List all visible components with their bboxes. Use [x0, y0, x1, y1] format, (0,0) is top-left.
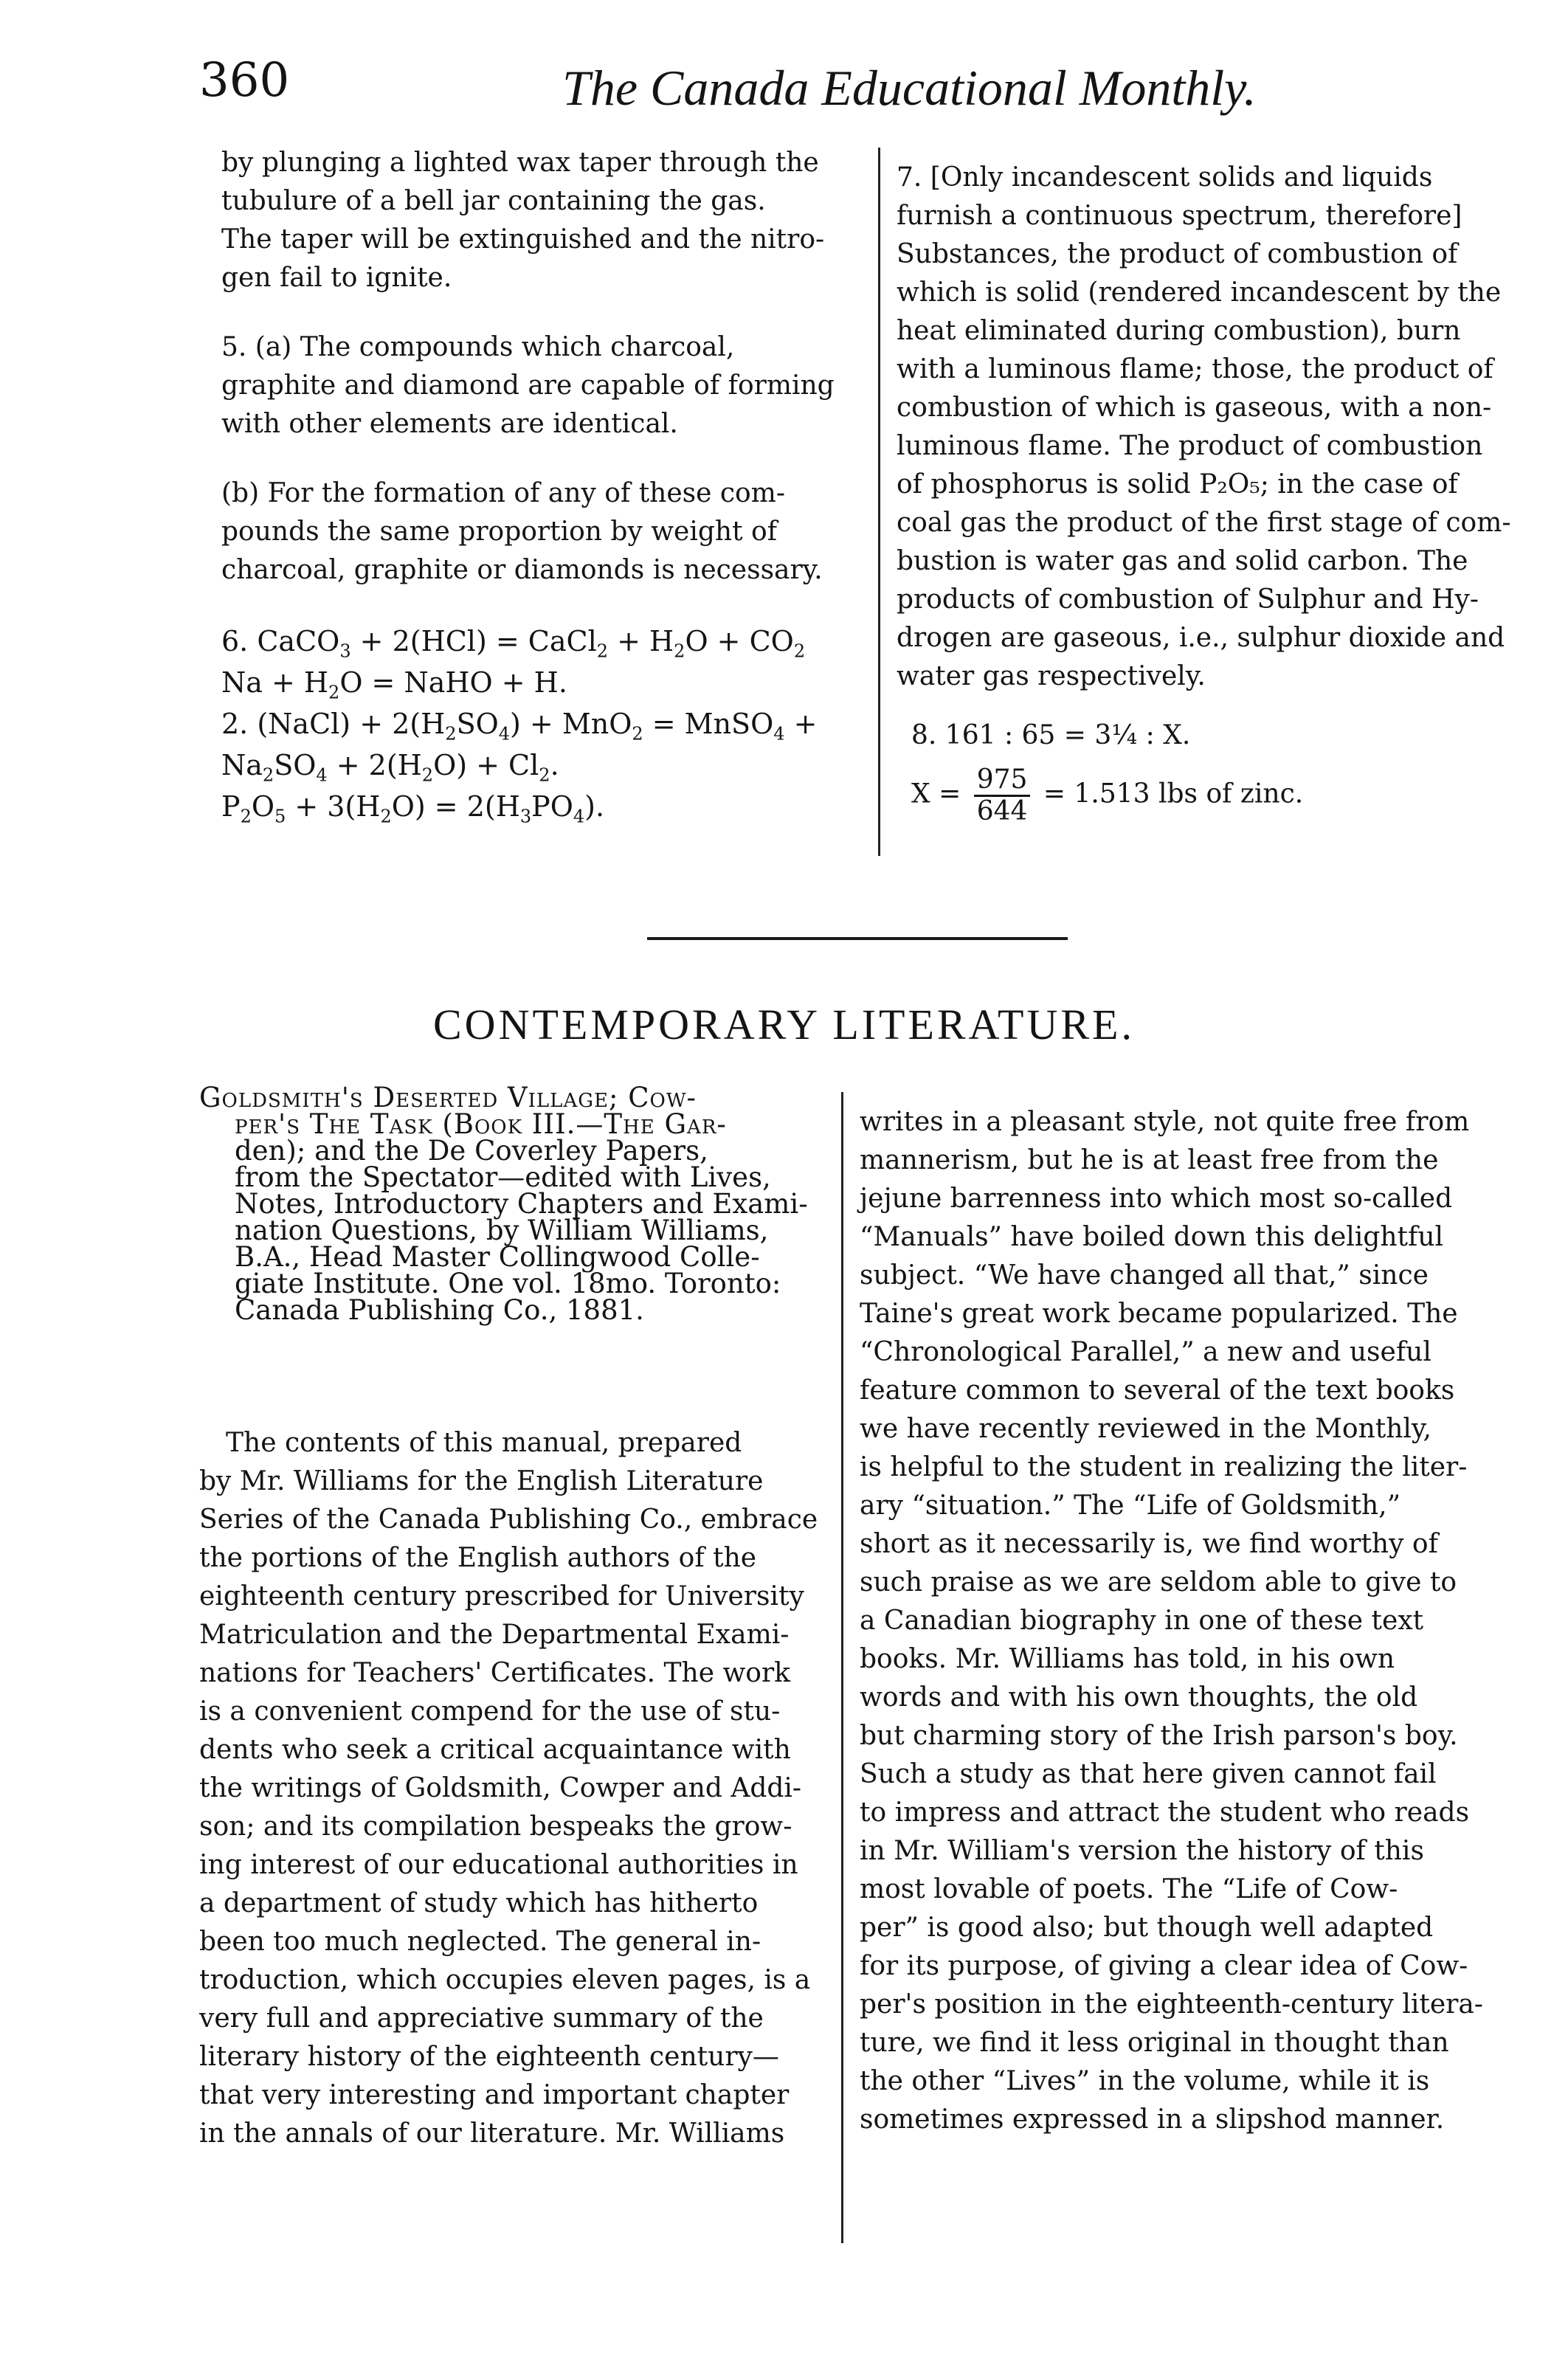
- text-line: heat eliminated during combustion), burn: [897, 316, 1461, 346]
- equation-6b: $Na + H_2O$ = NaHO + H.: [221, 666, 567, 703]
- text-line: 7. [Only incandescent solids and liquids: [897, 162, 1433, 193]
- equation-6a: 6. CaCO$_3$ + 2(HCl) = CaCl$_2$ + $H_2O + CO_2$: [221, 625, 806, 662]
- text-line: Taine's great work became popularized. The: [860, 1299, 1458, 1329]
- text-line: literary history of the eighteenth century—: [199, 2042, 779, 2072]
- text-line: drogen are gaseous, i.e., sulphur dioxide and: [897, 623, 1505, 653]
- text-line: per's position in the eighteenth-century litera-: [860, 1989, 1483, 2020]
- text-line: for its purpose, of giving a clear idea of Cow-: [860, 1951, 1468, 1981]
- text-line: per's The Task (Book III.—The Gar-: [235, 1108, 727, 1140]
- text-line: mannerism, but he is at least free from the: [860, 1145, 1439, 1175]
- text-line: Goldsmith's Deserted Village; Cow-: [199, 1082, 697, 1113]
- text-line: per” is good also; but though well adapted: [860, 1913, 1434, 1943]
- text-line: sometimes expressed in a slipshod manner.: [860, 2104, 1445, 2135]
- text-line: that very interesting and important chapter: [199, 2080, 790, 2110]
- text-line: short as it necessarily is, we find worthy of: [860, 1529, 1438, 1559]
- fraction-numerator: 975: [974, 765, 1031, 797]
- text-line: (b) For the formation of any of these com-: [221, 478, 786, 508]
- text-line: jejune barrenness into which most so-called: [860, 1184, 1453, 1214]
- text-line: Such a study as that here given cannot fail: [860, 1759, 1437, 1789]
- text-line: the writings of Goldsmith, Cowper and Addi-: [199, 1773, 802, 1803]
- paragraph-answer-7: [897, 159, 1546, 696]
- text-line: feature common to several of the text books: [860, 1375, 1455, 1406]
- column-divider-top: [878, 148, 880, 856]
- text-line: ing interest of our educational authorities in: [199, 1850, 798, 1880]
- text-line: The contents of this manual, prepared: [226, 1428, 742, 1458]
- text-line: subject. “We have changed all that,” since: [860, 1260, 1429, 1291]
- section-title: CONTEMPORARY LITERATURE.: [433, 1001, 1135, 1049]
- text-line: eighteenth century prescribed for University: [199, 1581, 804, 1612]
- equation-2a: 2. (NaCl) + $2(H_2SO_4) + MnO_2$ = MnSO$_4$ +: [221, 708, 818, 745]
- text-line: nations for Teachers' Certificates. The work: [199, 1658, 790, 1688]
- text-line: of phosphorus is solid P₂O₅; in the case of: [897, 469, 1458, 500]
- text-line: such praise as we are seldom able to give to: [860, 1567, 1457, 1597]
- column-divider-bottom: [841, 1092, 843, 2243]
- text-line: giate Institute. One vol. 18mo. Toronto:: [235, 1268, 781, 1299]
- text-line: tubulure of a bell jar containing the gas.: [221, 186, 766, 216]
- text-line: words and with his own thoughts, the old: [860, 1682, 1418, 1713]
- text-line: is a convenient compend for the use of stu-: [199, 1696, 781, 1727]
- equation-p2o5: $P_2O_5 + 3(H_2O) = 2(H_3PO_4)$.: [221, 790, 605, 827]
- text-line: combustion of which is gaseous, with a non-: [897, 393, 1492, 423]
- text-line: with a luminous flame; those, the product of: [897, 354, 1493, 384]
- text-line: water gas respectively.: [897, 661, 1206, 691]
- text-line: son; and its compilation bespeaks the grow-: [199, 1811, 792, 1842]
- text-line: in Mr. William's version the history of this: [860, 1836, 1424, 1866]
- text-line: Canada Publishing Co., 1881.: [235, 1294, 644, 1326]
- fraction: [974, 765, 1031, 826]
- text-line: Matriculation and the Departmental Exami-: [199, 1620, 790, 1650]
- text-line: coal gas the product of the first stage of com-: [897, 508, 1511, 538]
- text-line: products of combustion of Sulphur and Hy-: [897, 584, 1479, 615]
- text-line: charcoal, graphite or diamonds is necessary.: [221, 555, 823, 585]
- text-line: 5. (a) The compounds which charcoal,: [221, 332, 735, 362]
- text-line: ary “situation.” The “Life of Goldsmith,”: [860, 1491, 1401, 1521]
- text-line: a department of study which has hitherto: [199, 1888, 759, 1918]
- text-line: “Chronological Parallel,” a new and useful: [860, 1337, 1431, 1367]
- paragraph-answer-5b: [221, 474, 871, 590]
- x-label: X =: [911, 778, 961, 809]
- answer-8-solution: [897, 765, 1546, 826]
- text-line: ture, we find it less original in thought than: [860, 2028, 1449, 2058]
- text-line: we have recently reviewed in the Monthly,: [860, 1414, 1431, 1444]
- running-title: The Canada Educational Monthly.: [562, 60, 1257, 116]
- text-line: very full and appreciative summary of the: [199, 2003, 764, 2034]
- text-line: gen fail to ignite.: [221, 263, 452, 293]
- text-line: by Mr. Williams for the English Literature: [199, 1466, 764, 1496]
- text-line: The taper will be extinguished and the nitro-: [221, 224, 825, 255]
- text-line: been too much neglected. The general in-: [199, 1927, 761, 1957]
- text-line: graphite and diamond are capable of forming: [221, 370, 835, 401]
- text-line: Substances, the product of combustion of: [897, 239, 1458, 269]
- page-number: 360: [199, 53, 290, 108]
- right-top-column: [897, 159, 1546, 826]
- text-line: but charming story of the Irish parson's boy.: [860, 1721, 1458, 1751]
- text-line: in the annals of our literature. Mr. Williams: [199, 2118, 785, 2149]
- chemical-equations: [221, 621, 871, 827]
- text-line: the other “Lives” in the volume, while it is: [860, 2066, 1430, 2096]
- text-line: from the Spectator—edited with Lives,: [235, 1161, 771, 1193]
- text-line: is helpful to the student in realizing the liter-: [860, 1452, 1468, 1482]
- review-left-column: [199, 1424, 860, 2153]
- text-line: the portions of the English authors of the: [199, 1543, 757, 1573]
- text-line: troduction, which occupies eleven pages, is a: [199, 1965, 811, 1995]
- equation-2b: $Na_2SO_4 + 2(H_2O) + Cl_2$.: [221, 749, 559, 786]
- text-line: Notes, Introductory Chapters and Exami-: [235, 1188, 808, 1220]
- text-line: writes in a pleasant style, not quite free from: [860, 1107, 1470, 1137]
- text-line: by plunging a lighted wax taper through the: [221, 148, 819, 178]
- text-line: den); and the De Coverley Papers,: [235, 1135, 708, 1167]
- text-line: which is solid (rendered incandescent by the: [897, 277, 1502, 308]
- text-line: books. Mr. Williams has told, in his own: [860, 1644, 1395, 1674]
- text-line: B.A., Head Master Collingwood Colle-: [235, 1241, 760, 1273]
- text-line: nation Questions, by William Williams,: [235, 1215, 769, 1246]
- text-line: Series of the Canada Publishing Co., embrace: [199, 1505, 818, 1535]
- left-top-column: [221, 144, 871, 827]
- text-line: a Canadian biography in one of these text: [860, 1606, 1424, 1636]
- text-line: furnish a continuous spectrum, therefore]: [897, 201, 1462, 231]
- text-line: dents who seek a critical acquaintance with: [199, 1735, 791, 1765]
- text-line: pounds the same proportion by weight of: [221, 517, 778, 547]
- book-heading: [199, 1082, 856, 1326]
- section-separator: [647, 937, 1068, 940]
- text-line: with other elements are identical.: [221, 409, 678, 439]
- text-line: most lovable of poets. The “Life of Cow-: [860, 1874, 1398, 1904]
- answer-8: 8. 161 : 65 = 3¼ : X.: [911, 720, 1191, 750]
- x-result: = 1.513 lbs of zinc.: [1043, 778, 1304, 809]
- paragraph-answer-5a: [221, 328, 871, 443]
- text-line: “Manuals” have boiled down this delightful: [860, 1222, 1444, 1252]
- text-line: luminous flame. The product of combustion: [897, 431, 1483, 461]
- text-line: bustion is water gas and solid carbon. The: [897, 546, 1468, 576]
- text-line: to impress and attract the student who reads: [860, 1797, 1470, 1828]
- paragraph-nitrogen-test: [221, 144, 871, 297]
- review-right-column: [860, 1103, 1509, 2139]
- fraction-denominator: 644: [976, 796, 1028, 826]
